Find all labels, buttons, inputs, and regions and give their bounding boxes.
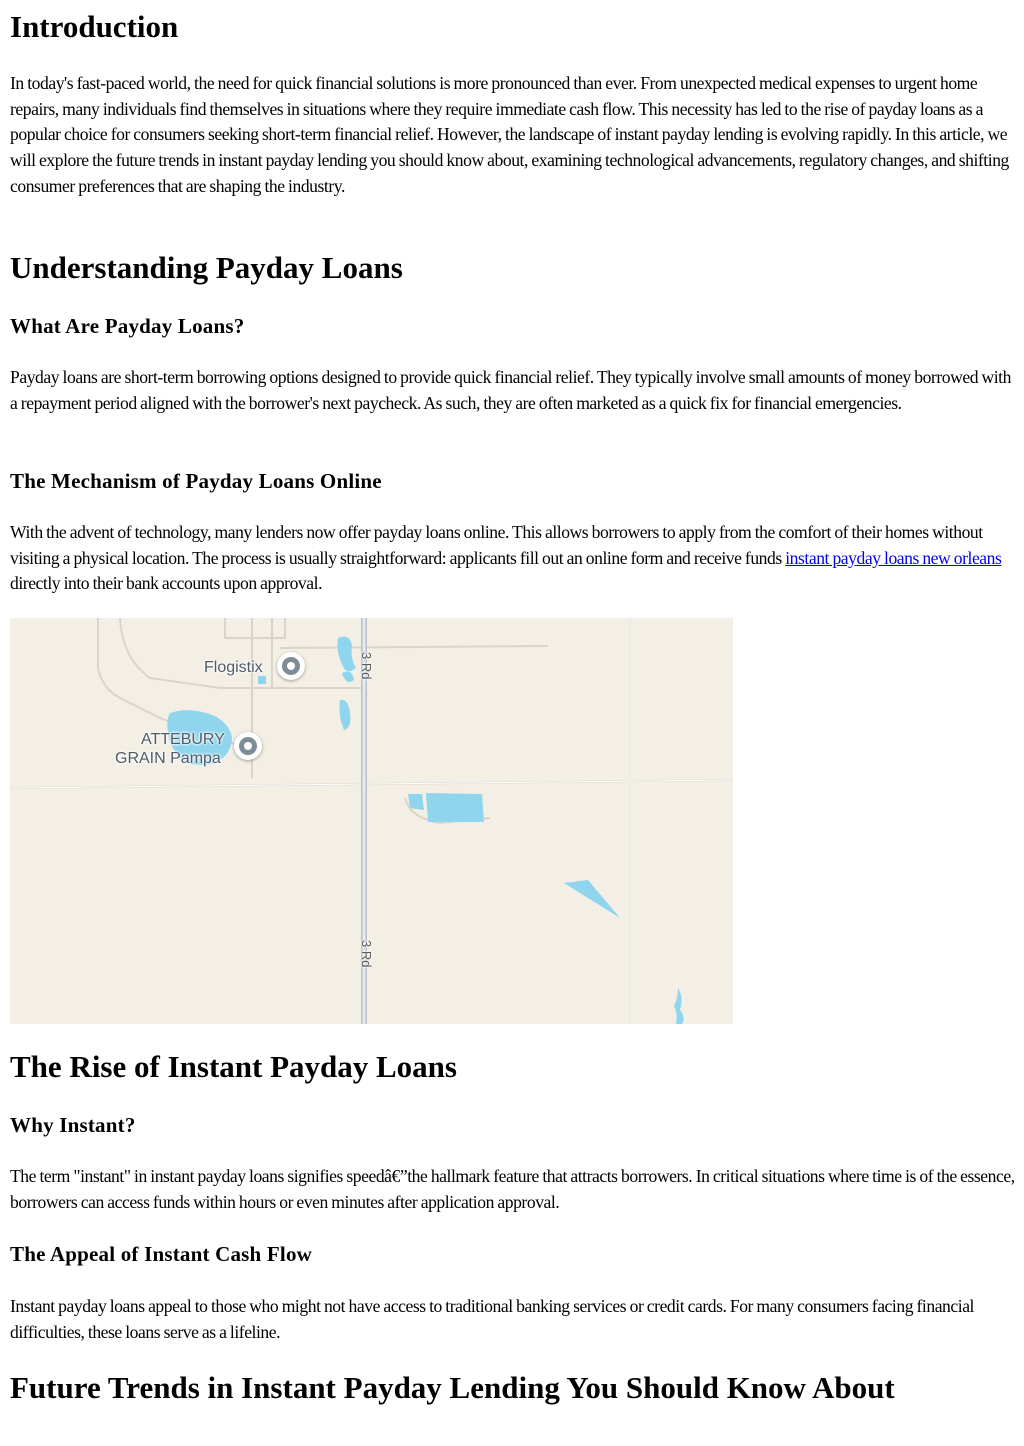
paragraph-text-after-link: directly into their bank accounts upon approval. xyxy=(10,573,323,594)
paragraph-what-are-payday-loans: Payday loans are short-term borrowing options designed to provide quick financial relief. They typically involve small amounts of money borrowed with a repayment period aligned with the borrower's next paycheck. As such, they are often marketed as a quick fix for financial emergencies. xyxy=(10,367,1011,413)
heading-why-instant: Why Instant? xyxy=(10,1113,136,1137)
flogistix-pin-icon[interactable] xyxy=(277,652,305,680)
paragraph-appeal-instant-cash-flow: Instant payday loans appeal to those who might not have access to traditional banking services or credit cards. For many consumers facing financial difficulties, these loans serve as a lifeline. xyxy=(10,1296,974,1342)
heading-what-are-payday-loans: What Are Payday Loans? xyxy=(10,314,245,338)
heading-mechanism-payday-loans-online: The Mechanism of Payday Loans Online xyxy=(10,469,382,493)
heading-appeal-instant-cash-flow: The Appeal of Instant Cash Flow xyxy=(10,1242,313,1266)
map-label-attebury-line2: GRAIN Pampa xyxy=(115,750,221,767)
heading-rise-of-instant-payday-loans: The Rise of Instant Payday Loans xyxy=(10,1049,457,1084)
paragraph-mechanism-payday-loans-online xyxy=(10,520,1016,597)
map-road-label-bottom: 3 Rd xyxy=(359,940,374,968)
paragraph-introduction: In today's fast-paced world, the need for quick financial solutions is more pronounced than ever. From unexpected medical expenses to urgent home repairs, many individuals find themselves in situations where they require immediate cash flow. This necessity has led to the rise of payday loans as a popular choice for consumers seeking short-term financial relief. However, the landscape of instant payday lending is evolving rapidly. In this article, we will explore the future trends in instant payday lending you should know about, examining technological advancements, regulatory changes, and shifting consumer preferences that are shaping the industry. xyxy=(10,73,1009,196)
heading-future-trends: Future Trends in Instant Payday Lending You Should Know About xyxy=(10,1370,895,1405)
map-label-flogistix: Flogistix xyxy=(204,659,263,676)
heading-introduction: Introduction xyxy=(10,9,179,44)
instant-payday-loans-link[interactable]: instant payday loans new orleans xyxy=(785,547,1002,568)
paragraph-why-instant: The term "instant" in instant payday loans signifies speedâ€”the hallmark feature that attracts borrowers. In critical situations where time is of the essence, borrowers can access funds within hours or even minutes after application approval. xyxy=(10,1166,1015,1212)
map-image xyxy=(10,618,733,1024)
attebury-grain-pin-icon[interactable] xyxy=(234,732,262,760)
map-label-attebury-line1: ATTEBURY xyxy=(141,731,225,748)
paragraph-text-before-link: With the advent of technology, many lenders now offer payday loans online. This allows borrowers to apply from the comfort of their homes without visiting a physical location. The process is usually straightforward: applicants fill out an online form and receive funds xyxy=(10,522,983,568)
heading-understanding-payday-loans: Understanding Payday Loans xyxy=(10,250,403,285)
map-road-label-top: 3 Rd xyxy=(359,652,374,680)
